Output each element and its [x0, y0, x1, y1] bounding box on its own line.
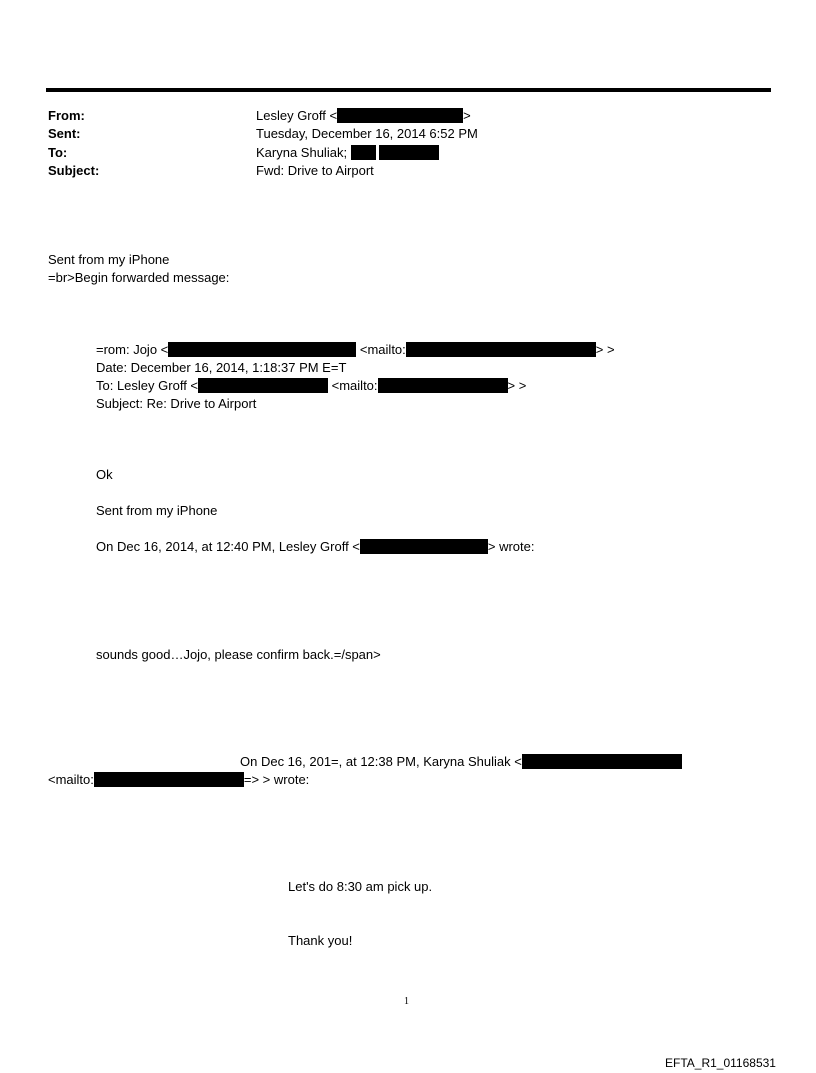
header-rule — [46, 88, 771, 92]
fwd-from-prefix: =rom: Jojo < — [96, 342, 169, 357]
redaction — [337, 108, 463, 123]
redaction — [351, 145, 376, 160]
reply-ok: Ok — [96, 467, 113, 482]
quoted-pickup: Let's do 8:30 am pick up. — [288, 879, 433, 894]
redaction — [94, 772, 244, 787]
reply-on-line — [96, 539, 535, 555]
quoted-mailto-prefix: <mailto: — [48, 772, 94, 787]
quoted-mailto-line — [48, 772, 309, 788]
body-sent-from: Sent from my iPhone — [48, 252, 170, 267]
fwd-to-suffix: > > — [507, 378, 527, 393]
subject-label: Subject: — [48, 163, 100, 178]
redaction — [198, 378, 328, 393]
body-begin-forwarded: =br>Begin forwarded message: — [48, 270, 230, 285]
redaction — [522, 754, 682, 769]
redaction — [378, 378, 508, 393]
redaction — [379, 145, 439, 160]
quoted-on-prefix: On Dec 16, 201=, at 12:38 PM, Karyna Shuliak < — [240, 754, 522, 769]
to-value — [256, 145, 439, 161]
redaction — [360, 539, 488, 554]
fwd-to-line — [96, 378, 526, 394]
fwd-from-suffix: > > — [595, 342, 615, 357]
to-name: Karyna Shuliak; — [256, 145, 348, 160]
fwd-to-mailto: <mailto: — [331, 378, 378, 393]
fwd-date: Date: December 16, 2014, 1:18:37 PM E=T — [96, 360, 347, 375]
document-id: EFTA_R1_01168531 — [665, 1056, 776, 1070]
page-number: 1 — [404, 996, 409, 1007]
from-suffix: > — [463, 108, 471, 123]
quoted-on-line — [240, 754, 682, 770]
reply-on-suffix: > wrote: — [487, 539, 535, 554]
redaction — [406, 342, 596, 357]
sent-value: Tuesday, December 16, 2014 6:52 PM — [256, 126, 478, 141]
subject-value: Fwd: Drive to Airport — [256, 163, 374, 178]
reply-on-prefix: On Dec 16, 2014, at 12:40 PM, Lesley Groff < — [96, 539, 360, 554]
from-name: Lesley Groff < — [256, 108, 338, 123]
redaction — [168, 342, 356, 357]
from-value — [256, 108, 471, 124]
quoted-thanks: Thank you! — [288, 933, 353, 948]
fwd-to-prefix: To: Lesley Groff < — [96, 378, 199, 393]
quoted-mailto-suffix: => > wrote: — [243, 772, 310, 787]
to-label: To: — [48, 145, 68, 160]
fwd-subject: Subject: Re: Drive to Airport — [96, 396, 257, 411]
fwd-from-mailto: <mailto: — [359, 342, 406, 357]
reply-sent-from: Sent from my iPhone — [96, 503, 218, 518]
fwd-from-line — [96, 342, 615, 358]
sent-label: Sent: — [48, 126, 81, 141]
reply-sounds-good: sounds good…Jojo, please confirm back.=/span> — [96, 647, 381, 662]
from-label: From: — [48, 108, 85, 123]
